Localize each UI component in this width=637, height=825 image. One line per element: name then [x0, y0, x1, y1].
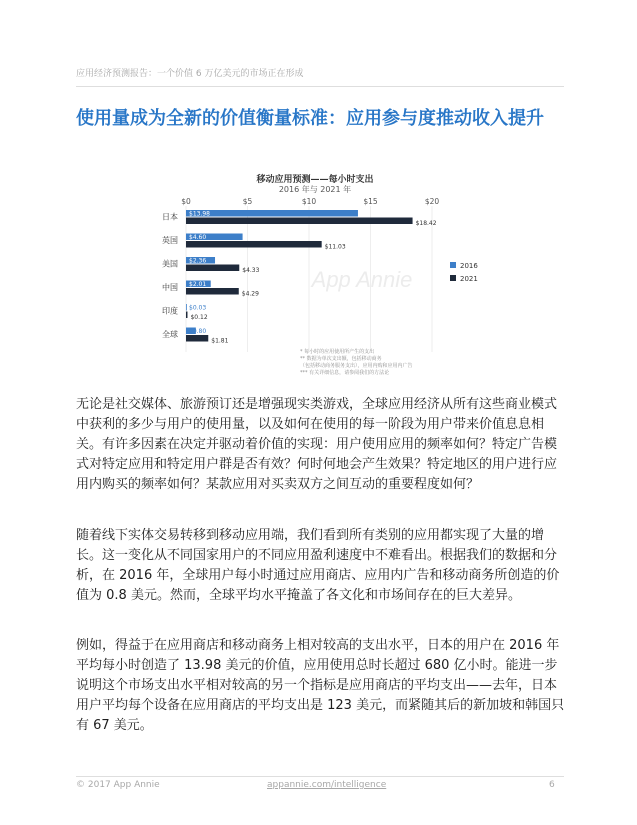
chart-subtitle: 2016 年与 2021 年: [278, 185, 352, 194]
x-tick-label: $20: [424, 197, 440, 206]
bar-value-label: $13.98: [189, 210, 210, 218]
bar-value-label: $0.80: [189, 328, 207, 335]
footer-copyright: © 2017 App Annie: [76, 780, 160, 790]
category-label: 中国: [162, 283, 178, 292]
x-tick-label: $10: [301, 197, 317, 206]
category-label: 英国: [162, 236, 178, 245]
bar-value-label: $4.60: [189, 234, 207, 241]
category-label: 全球: [162, 330, 178, 339]
footnote: ** 数据为单次支出额，包括移动商务: [300, 356, 382, 362]
header-divider: [76, 86, 564, 87]
page-number: 6: [549, 780, 555, 790]
watermark-text: App Annie: [311, 267, 413, 292]
legend-swatch: [450, 262, 456, 268]
bar-value-label: $0.03: [189, 304, 207, 312]
bar-value-label: $4.33: [242, 267, 260, 274]
bar-2016: [186, 210, 358, 217]
spend-per-hour-chart: [150, 192, 490, 352]
footer-link[interactable]: appannie.com/intelligence: [267, 780, 387, 790]
chart-footnotes: [300, 349, 413, 377]
x-tick-label: $15: [363, 197, 378, 206]
body-paragraph: 例如，得益于在应用商店和移动商务上相对较高的支出水平，日本的用户在 2016 年平均每小时创造了 13.98 美元的价值，应用使用总时长超过 680 亿小时。能进一步说明这个市场支出水平相对较高的另一个指标是应用商店的平均支出——去年，日本用户平均每个设备在应用商店的平均支出是 123 美元，而紧随其后的新加坡和韩国只有 67 美元。: [76, 638, 565, 733]
body-paragraph: 随着线下实体交易转移到移动应用端，我们看到所有类别的应用都实现了大量的增长。这一变化从不同国家用户的不同应用盈利速度中不难看出。根据我们的数据和分析，在 2016 年，全球用户每小时通过应用商店、应用内广告和移动商务所创造的价值为 0.8 美元。然而，全球平均水平掩盖了各文化和市场间存在的巨大差异。: [76, 528, 560, 603]
bar-value-label: $2.01: [189, 281, 207, 288]
bar-value-label: $11.03: [324, 243, 346, 251]
legend-label: 2016: [460, 262, 478, 270]
bar-2021: [186, 288, 239, 295]
category-label: 美国: [162, 259, 178, 269]
category-label: 日本: [162, 212, 178, 222]
chart-title: 移动应用预测——每小时支出: [256, 175, 374, 185]
footnote: *** 有关详细信息，请参阅我们的方法论: [300, 370, 390, 376]
footnote: （包括移动商务服务支出），应用内购和应用内广告: [300, 363, 413, 369]
bar-2021: [186, 218, 413, 225]
bar-2021: [186, 265, 239, 272]
body-paragraph: 无论是社交媒体、旅游预订还是增强现实类游戏，全球应用经济从所有这些商业模式中获利的多少与用户的使用量，以及如何在使用的每一阶段为用户带来价值息息相关。有许多因素在决定并驱动着价值的实现：用户使用应用的频率如何？特定广告模式对特定应用和特定用户群是否有效？何时何地会产生效果？特定地区的用户进行应用内购买的频率如何？某款应用对买卖双方之间互动的重要程度如何？: [76, 397, 558, 492]
bar-value-label: $2.36: [189, 257, 207, 265]
bar-value-label: $18.42: [415, 220, 437, 227]
section-title: 使用量成为全新的价值衡量标准：应用参与度推动收入提升: [76, 108, 544, 129]
bar-2016: [186, 304, 187, 311]
legend-swatch: [450, 275, 456, 281]
footnote: * 每小时的应用使用所产生的支出: [300, 349, 375, 355]
x-tick-label: $0: [181, 197, 191, 206]
bar-2021: [186, 241, 322, 248]
bar-value-label: $0.12: [190, 314, 208, 321]
x-tick-label: $5: [242, 197, 253, 206]
bar-2021: [186, 312, 187, 319]
bar-value-label: $1.81: [211, 337, 229, 345]
legend-label: 2021: [460, 275, 478, 283]
footer-divider: [76, 776, 564, 777]
bar-value-label: $4.29: [241, 290, 259, 298]
category-label: 印度: [162, 306, 178, 316]
report-header: 应用经济预测报告：一个价值 6 万亿美元的市场正在形成: [76, 69, 304, 79]
bar-2021: [186, 335, 208, 342]
